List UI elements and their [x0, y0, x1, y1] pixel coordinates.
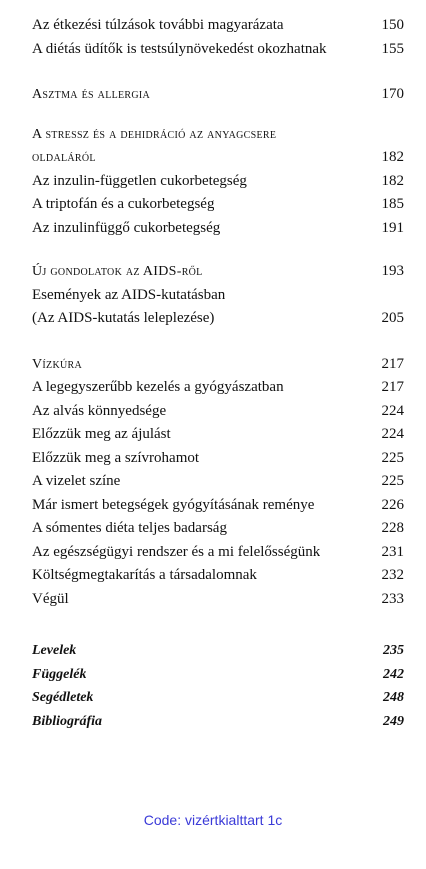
toc-entry-page: 193	[381, 263, 404, 279]
toc-entry	[32, 541, 406, 565]
toc-entry-title: A vizelet színe	[32, 473, 121, 489]
toc-entry-title: Végül	[32, 590, 69, 607]
section-spacer	[32, 107, 406, 123]
toc-entry-page: 155	[381, 40, 404, 57]
toc-entry-title: Előzzük meg az ájulást	[32, 426, 171, 442]
toc-entry-title: Segédletek	[32, 690, 94, 705]
toc-entry-title: A diétás üdítők is testsúlynövekedést okozhatnak	[32, 40, 327, 57]
toc-back-matter-entry	[32, 663, 406, 687]
toc-back-matter-entry	[32, 639, 406, 663]
toc-entry-title: Az egészségügyi rendszer és a mi felelősségünk	[32, 543, 321, 560]
toc-entry-title: Vízkúra	[32, 356, 82, 372]
toc-entry	[32, 14, 406, 38]
toc-entry	[32, 423, 406, 447]
toc-entry-page: 228	[381, 520, 404, 536]
toc-entry	[32, 564, 406, 588]
toc-entry-title: Az étkezési túlzások további magyarázata	[32, 17, 284, 33]
toc-entry	[32, 38, 406, 62]
toc-entry-page: 235	[383, 643, 404, 658]
toc-entry-title: Bibliográfia	[32, 713, 103, 729]
toc-entry	[32, 307, 406, 331]
toc-entry-title: Új gondolatok az AIDS-ről	[32, 264, 203, 279]
toc-entry-title: A sómentes diéta teljes badarság	[32, 520, 227, 536]
toc-entry-title: (Az AIDS-kutatás leleplezése)	[32, 310, 215, 326]
footer-code: Code: vizértkialttart 1c	[143, 812, 283, 828]
toc-entry-title: A legegyszerűbb kezelés a gyógyászatban	[32, 379, 284, 395]
toc-entry-title: Az inzulinfüggő cukorbetegség	[32, 219, 221, 236]
toc-entry-page: 182	[381, 149, 404, 165]
toc-section-heading	[32, 83, 406, 107]
section-spacer	[32, 331, 406, 353]
toc-entry	[32, 517, 406, 541]
section-spacer	[32, 240, 406, 260]
toc-entry	[32, 217, 406, 241]
toc-entry-page: 191	[381, 219, 404, 236]
section-spacer	[32, 611, 406, 639]
toc-entry	[32, 170, 406, 194]
toc-entry-page: 225	[381, 473, 404, 489]
toc-entry-title: Függelék	[32, 666, 87, 682]
toc-entry-title: Előzzük meg a szívrohamot	[32, 449, 200, 466]
toc-entry-page: 231	[381, 543, 404, 560]
toc-entry-page: 242	[383, 666, 404, 682]
toc-entry-page: 217	[381, 379, 404, 395]
toc-entry-title: Események az AIDS-kutatásban	[32, 286, 226, 303]
toc-entry-page: 225	[381, 449, 404, 466]
toc-entry-page: 224	[381, 426, 404, 442]
toc-entry	[32, 284, 406, 308]
toc-entry-title: Már ismert betegségek gyógyításának reménye	[32, 496, 315, 513]
toc-entry	[32, 193, 406, 217]
toc-entry-page: 232	[381, 567, 404, 583]
toc-entry-title: Az inzulin-független cukorbetegség	[32, 172, 247, 189]
toc-entry-page: 233	[381, 590, 404, 607]
toc-entry	[32, 588, 406, 612]
toc-entry-title: A triptofán és a cukorbetegség	[32, 196, 215, 212]
toc-entry-title: Asztma és allergia	[32, 87, 151, 102]
toc-entry-page: 248	[383, 690, 404, 705]
toc-entry-page: 224	[381, 402, 404, 419]
toc-entry-title: Költségmegtakarítás a társadalomnak	[32, 567, 257, 583]
section-spacer	[32, 61, 406, 83]
toc-entry-page: 226	[381, 496, 404, 513]
table-of-contents	[32, 14, 406, 733]
toc-entry-page: 249	[383, 713, 404, 729]
toc-section-heading	[32, 146, 406, 170]
toc-entry-page: 205	[381, 310, 404, 326]
toc-entry-page: 150	[381, 17, 404, 33]
toc-entry-page: 185	[381, 196, 404, 212]
toc-entry-page: 170	[381, 86, 404, 102]
toc-section-heading	[32, 123, 406, 147]
toc-back-matter-entry	[32, 710, 406, 734]
toc-entry-title: A stressz és a dehidráció az anyagcsere	[32, 126, 277, 142]
toc-entry	[32, 447, 406, 471]
toc-entry-page: 217	[381, 355, 404, 372]
toc-entry-title: Levelek	[32, 643, 77, 658]
toc-entry	[32, 400, 406, 424]
toc-back-matter-entry	[32, 686, 406, 710]
toc-entry	[32, 376, 406, 400]
toc-entry	[32, 470, 406, 494]
toc-entry	[32, 494, 406, 518]
toc-section-heading	[32, 353, 406, 377]
toc-entry-title: Az alvás könnyedsége	[32, 402, 167, 419]
toc-entry-page: 182	[381, 172, 404, 189]
toc-entry-title: oldaláról	[32, 150, 96, 165]
toc-section-heading	[32, 260, 406, 284]
